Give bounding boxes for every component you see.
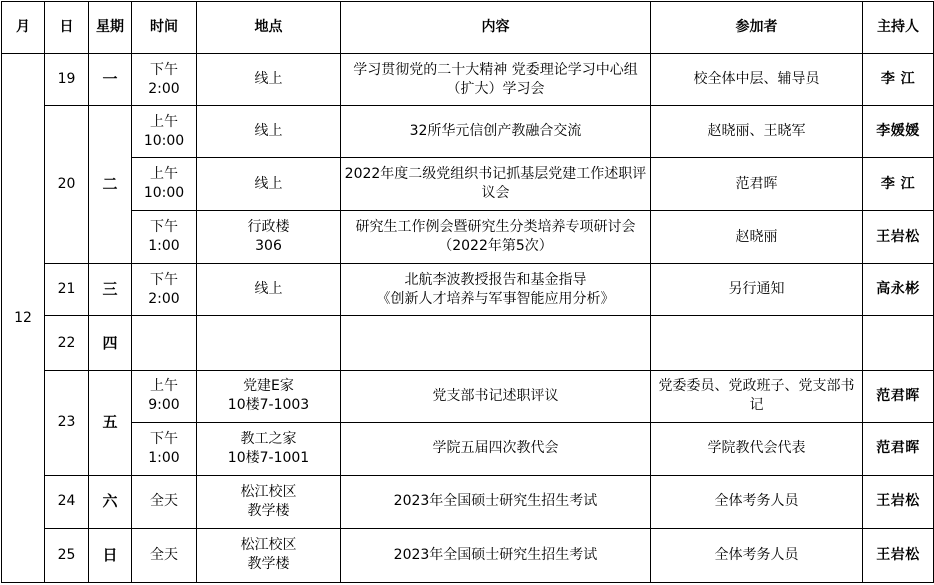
header-weekday: 星期 <box>89 2 132 54</box>
time-cell: 上午 10:00 <box>132 158 197 211</box>
host-cell: 王岩松 <box>863 528 934 582</box>
table-row <box>2 370 934 422</box>
content-cell: 2022年度二级党组织书记抓基层党建工作述职评议会 <box>341 158 651 211</box>
header-host: 主持人 <box>863 2 934 54</box>
day-cell: 21 <box>45 264 89 316</box>
place-cell: 线上 <box>197 158 341 211</box>
table-row <box>2 264 934 316</box>
host-cell: 李 江 <box>863 54 934 106</box>
weekday-cell: 三 <box>89 264 132 316</box>
table-row <box>2 528 934 582</box>
content-cell: 学院五届四次教代会 <box>341 422 651 475</box>
table-row <box>2 422 934 475</box>
content-cell: 2023年全国硕士研究生招生考试 <box>341 475 651 528</box>
participants-cell: 范君晖 <box>651 158 863 211</box>
header-day: 日 <box>45 2 89 54</box>
table-row <box>2 475 934 528</box>
participants-cell: 赵晓丽 <box>651 211 863 264</box>
time-cell: 下午 1:00 <box>132 422 197 475</box>
place-cell: 党建E家 10楼7-1003 <box>197 370 341 422</box>
participants-cell: 全体考务人员 <box>651 475 863 528</box>
host-cell: 高永彬 <box>863 264 934 316</box>
header-month: 月 <box>2 2 45 54</box>
participants-cell: 另行通知 <box>651 264 863 316</box>
place-cell: 线上 <box>197 54 341 106</box>
participants-cell: 校全体中层、辅导员 <box>651 54 863 106</box>
place-cell: 松江校区 教学楼 <box>197 475 341 528</box>
participants-cell <box>651 316 863 370</box>
schedule-body <box>2 54 934 583</box>
time-cell: 下午 1:00 <box>132 211 197 264</box>
time-cell <box>132 316 197 370</box>
place-cell: 教工之家 10楼7-1001 <box>197 422 341 475</box>
table-row <box>2 316 934 370</box>
time-cell: 下午 2:00 <box>132 264 197 316</box>
participants-cell: 全体考务人员 <box>651 528 863 582</box>
content-cell: 北航李波教授报告和基金指导 《创新人才培养与军事智能应用分析》 <box>341 264 651 316</box>
weekday-cell: 五 <box>89 370 132 475</box>
content-cell: 党支部书记述职评议 <box>341 370 651 422</box>
weekday-cell: 一 <box>89 54 132 106</box>
time-cell: 上午 10:00 <box>132 106 197 158</box>
month-cell: 12 <box>2 54 45 583</box>
content-cell <box>341 316 651 370</box>
header-participants: 参加者 <box>651 2 863 54</box>
host-cell <box>863 316 934 370</box>
host-cell: 王岩松 <box>863 211 934 264</box>
participants-cell: 党委委员、党政班子、党支部书记 <box>651 370 863 422</box>
content-cell: 学习贯彻党的二十大精神 党委理论学习中心组（扩大）学习会 <box>341 54 651 106</box>
header-content: 内容 <box>341 2 651 54</box>
weekday-cell: 日 <box>89 528 132 582</box>
table-row <box>2 158 934 211</box>
place-cell: 线上 <box>197 106 341 158</box>
place-cell <box>197 316 341 370</box>
header-row <box>2 2 934 54</box>
day-cell: 25 <box>45 528 89 582</box>
content-cell: 研究生工作例会暨研究生分类培养专项研讨会（2022年第5次） <box>341 211 651 264</box>
header-place: 地点 <box>197 2 341 54</box>
day-cell: 20 <box>45 106 89 264</box>
weekday-cell: 六 <box>89 475 132 528</box>
place-cell: 松江校区 教学楼 <box>197 528 341 582</box>
table-row <box>2 211 934 264</box>
content-cell: 2023年全国硕士研究生招生考试 <box>341 528 651 582</box>
time-cell: 全天 <box>132 528 197 582</box>
participants-cell: 赵晓丽、王晓军 <box>651 106 863 158</box>
day-cell: 22 <box>45 316 89 370</box>
time-cell: 下午 2:00 <box>132 54 197 106</box>
host-cell: 李 江 <box>863 158 934 211</box>
header-time: 时间 <box>132 2 197 54</box>
host-cell: 王岩松 <box>863 475 934 528</box>
weekday-cell: 四 <box>89 316 132 370</box>
schedule-table <box>1 1 934 583</box>
content-cell: 32所华元信创产教融合交流 <box>341 106 651 158</box>
table-row <box>2 54 934 106</box>
time-cell: 全天 <box>132 475 197 528</box>
table-row <box>2 106 934 158</box>
place-cell: 行政楼 306 <box>197 211 341 264</box>
host-cell: 李媛媛 <box>863 106 934 158</box>
host-cell: 范君晖 <box>863 422 934 475</box>
day-cell: 19 <box>45 54 89 106</box>
participants-cell: 学院教代会代表 <box>651 422 863 475</box>
day-cell: 24 <box>45 475 89 528</box>
weekday-cell: 二 <box>89 106 132 264</box>
day-cell: 23 <box>45 370 89 475</box>
host-cell: 范君晖 <box>863 370 934 422</box>
place-cell: 线上 <box>197 264 341 316</box>
time-cell: 上午 9:00 <box>132 370 197 422</box>
